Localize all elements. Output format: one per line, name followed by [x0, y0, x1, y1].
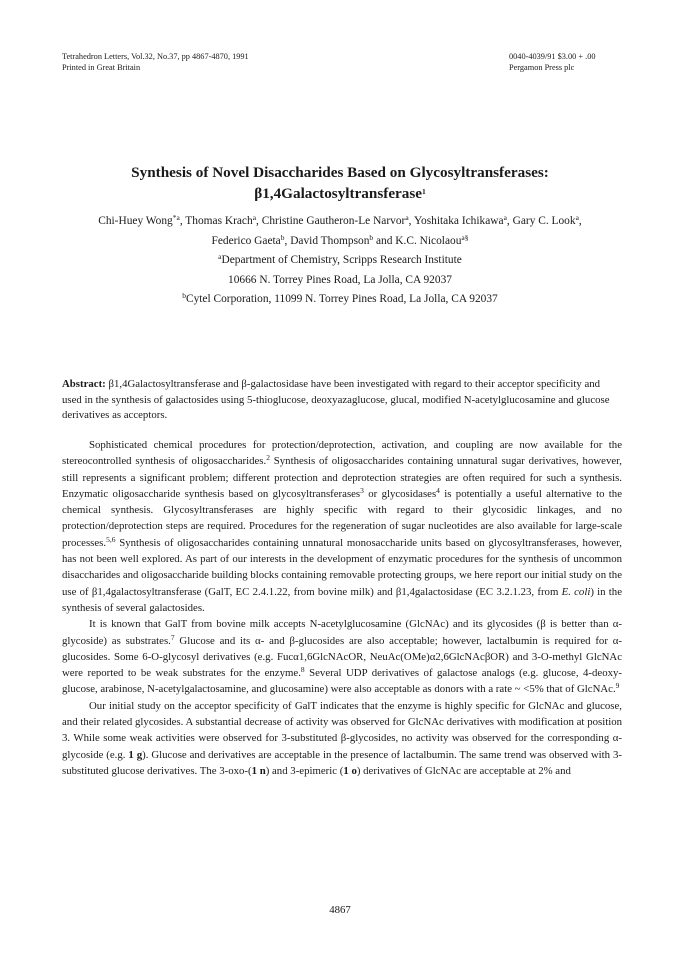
superscript: *a [172, 213, 180, 222]
text-run: Synthesis of oligosaccharides containing unnatural sugar derivatives, however, still represents a significant problem; different protection and deprotection strategies are often required for such a synthesis. Enzymatic oligosaccharide synthesis based on glycosyltransferases [62, 455, 622, 500]
text-run: 10666 N. Torrey Pines Road, La Jolla, CA 92037 [228, 273, 452, 286]
superscript: 2 [266, 453, 270, 463]
text-run: or glycosidases [363, 487, 437, 500]
superscript: b [280, 232, 285, 242]
journal-citation [62, 51, 249, 73]
superscript: a [218, 252, 222, 261]
italic-run: E. coli [561, 585, 591, 598]
text-run: ) and 3-epimeric ( [265, 764, 344, 777]
abstract-label: Abstract: [62, 378, 106, 390]
superscript: 8 [300, 665, 305, 675]
abstract-text: β1,4Galactosyltransferase and β-galactosidase have been investigated with regard to their acceptor specificity and used in the synthesis of galactosides using 5-thioglucose, deoxyazaglucose, glucal, modified N-acetylglucosamine and glucose derivatives as acceptors. [62, 378, 610, 422]
text-run: Our initial study on the acceptor specificity of GalT indicates that the enzyme is highly specific for GlcNAc and glucose, and their related glycosides. A substantial decrease of activity was observed for GlcNAc derivatives with modification at position 3. While some weak activities were observed for 3-substituted β-glycosides, no activity was observed for the corresponding α-glycoside (e.g. [62, 699, 622, 761]
superscript: 7 [170, 632, 175, 642]
author-block [40, 212, 640, 310]
text-run: , Yoshitaka Ichikawa [408, 215, 504, 227]
superscript: 3 [360, 485, 364, 495]
body-text [62, 437, 622, 779]
superscript: a [575, 213, 579, 222]
affiliation-line [40, 251, 640, 271]
text-run: Synthesis of oligosaccharides containing unnatural monosaccharide units based on glycosyltransferases, however, has not been well explored. As part of our interests in the development of enzymatic procedures for the synthesis of uncommon disaccharides and oligosaccharide building blocks containing removable protecting groups, we here report our initial study on the use of β1,4galactosyltransferase (GalT, EC 2.4.1.22, from bovine milk) and β1,4galactosidase (EC 3.2.1.23, from [62, 536, 622, 598]
affiliation-line [40, 290, 640, 310]
compound-ref: 1 n [251, 764, 266, 777]
issn-price-line: 0040-4039/91 $3.00 + .00 [509, 52, 596, 61]
text-run: ) derivatives of GlcNAc are acceptable at 2% and [356, 764, 571, 777]
text-run: Sophisticated chemical procedures for protection/deprotection, activation, and coupling are now available for the stereocontrolled synthesis of oligosaccharides. [62, 439, 622, 468]
text-run: It is known that GalT from bovine milk accepts N-acetylglucosamine (GlcNAc) and its glycosides (β is better than α-glycoside) as substrates. [62, 618, 622, 647]
text-run: , Christine Gautheron-Le Narvor [256, 215, 406, 227]
paragraph [62, 698, 622, 779]
text-run: , Gary C. Look [506, 215, 576, 227]
text-run: , [578, 215, 582, 227]
superscript: 4 [436, 485, 440, 495]
text-run: ) in the synthesis of several galactosides. [62, 585, 622, 614]
abstract [62, 377, 622, 424]
title-line-2-text: β1,4Galactosyltransferase [254, 185, 423, 202]
compound-ref: 1 g [128, 748, 143, 761]
author-line [40, 232, 640, 252]
text-run: Federico Gaeta [211, 234, 281, 247]
text-run: Chi-Huey Wong [98, 215, 173, 227]
title-line-1: Synthesis of Novel Disaccharides Based on Glycosyltransferases: [131, 164, 549, 181]
superscript: 5,6 [106, 534, 116, 544]
title-line-2 [40, 183, 640, 204]
superscript: 9 [615, 681, 620, 691]
compound-ref: 1 o [343, 764, 357, 777]
superscript: b [369, 232, 374, 242]
text-run: ). Glucose and derivatives are acceptable in the presence of lactalbumin. The same trend was observed with 3-substituted glucose derivatives. The 3-oxo-( [62, 748, 622, 777]
text-run: Cytel Corporation, 11099 N. Torrey Pines Road, La Jolla, CA 92037 [185, 293, 498, 305]
page-number: 4867 [329, 904, 351, 916]
superscript: a [252, 213, 257, 222]
superscript: a [503, 213, 507, 222]
affiliation-line [40, 271, 640, 291]
text-run: is potentially a useful alternative to the chemical synthesis. Glycosyltransferases are highly specific with regard to their glycosidic linkages, and no protection/deprotection steps are required. Procedures for the regeneration of sugar nucleotides are also available for large-scale processes. [62, 487, 622, 549]
text-run: , Thomas Krach [179, 215, 253, 227]
paragraph [62, 437, 622, 616]
superscript: a [405, 213, 409, 222]
printed-in-line: Printed in Great Britain [62, 63, 141, 72]
paragraph [62, 616, 622, 697]
text-run: Several UDP derivatives of galactose analogs (e.g. glucose, 4-deoxy-glucose, arabinose, N-acetylgalactosamine, and glucosamine) were also acceptable as donors with a rate ~ <5% that of GlcNAc. [62, 667, 622, 696]
text-run: , David Thompson [284, 234, 370, 247]
superscript: b [182, 291, 186, 300]
text-run: Department of Chemistry, Scripps Research Institute [221, 254, 462, 266]
author-line [40, 212, 640, 232]
citation-line: Tetrahedron Letters, Vol.32, No.37, pp 4867-4870, 1991 [62, 52, 249, 61]
text-run: Glucose and its α- and β-glucosides are also acceptable; however, lactalbumin is required for α-glucosides. Some 6-O-glycosyl derivatives (e.g. Fucα1,6GlcNAcOR, NeuAc(OMe)α2,6GlcNAcβOR) and 3-O-methyl GlcNAc were reported to be weak substrates for the enzyme. [62, 634, 622, 680]
text-run: and K.C. Nicolaou [373, 234, 462, 247]
title-footnote-mark: 1 [422, 187, 426, 196]
publisher-line: Pergamon Press plc [509, 63, 575, 72]
superscript: a§ [461, 232, 469, 242]
paper-title [40, 162, 640, 204]
price-block [509, 51, 596, 73]
